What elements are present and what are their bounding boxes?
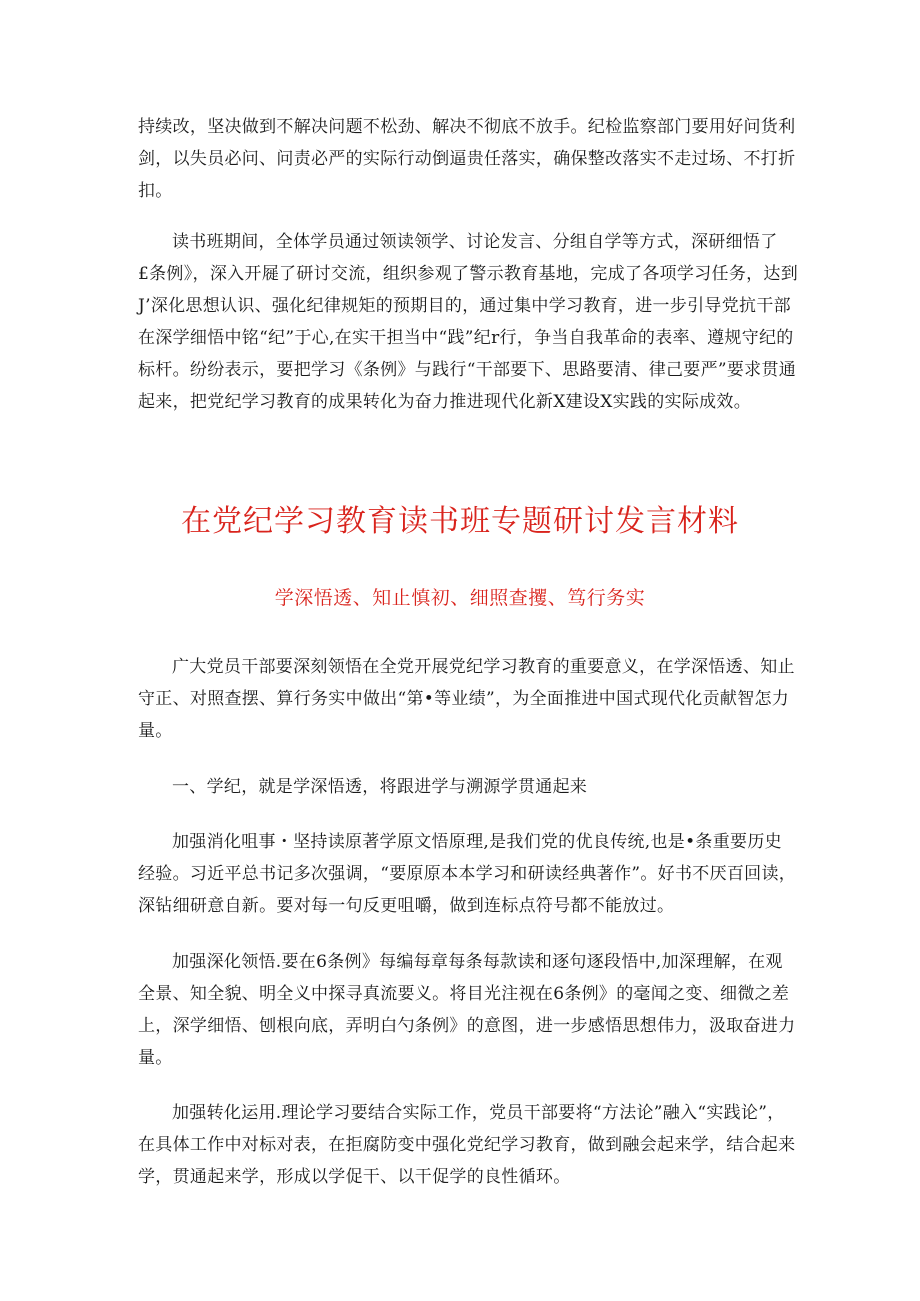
document-subtitle: 学深悟透、知止慎初、细照查攫、笃行务实 xyxy=(274,587,646,609)
paragraph-intro: 广大党员干部要深刻领悟在全党开展党纪学习教育的重要意义，在学深悟透、知止守正、对照查摆、算行务实中做出“第•等业绩”，为全面推进中国式现代化贡献智怎力量。 xyxy=(138,657,795,741)
paragraph-reading-class: 读书班期间，全体学员通过领读领学、讨论发言、分组自学等方式，深研细悟了£条例》，深入开屣了研讨交流，组织参观了警示教育基地，完成了各项学习任务，达到J’深化思想认识、强化纪律规矩的预期目的，通过集中学习教育，进一步引导党抗干部在深学细悟中铭“纪”于心,在实干担当中“践”纪r行，争当自我革命的表率、遵规守纪的标杆。纷纷表示，要把学习《条例》与践行“干部要下、思路要清、律己要严”要求贯通起来，把党纪学习教育的成果转化为奋力推进现代化新X建设X实践的实际成效。 xyxy=(138,232,799,412)
paragraph-digest: 加强消化咀事・坚持读原著学原文悟原理,是我们党的优良传统,也是•条重要历史经验。习近平总书记多次强调，“要原原本本学习和研读经典著作”。好书不厌百回读，深钻细研意自新。要对每一句反更咀嚼，做到连标点符号都不能放过。 xyxy=(138,832,797,916)
paragraph-understand: 加强深化领悟.要在6条例》每编每章每条每款读和逐句逐段悟中,加深理解，在观全景、知全貌、明全义中探寻真流要义。将目光注视在6条例》的毫闻之变、细微之差上，深学细悟、刨根向底，弄明白勺条例》的意图，进一步感悟思想伟力，汲取奋进力量。 xyxy=(138,952,796,1068)
section-heading-one: 一、学纪，就是学深悟透，将跟进学与溯源学贯通起来 xyxy=(172,777,588,797)
paragraph-continuation: 持续改，坚决做到不解决问题不松劲、解决不彻底不放手。纪检监察部门要用好问货利剑，以失员必问、问责必严的实际行动倒逼贵任落实，确保整改落实不走过场、不打折扣。 xyxy=(138,117,796,201)
paragraph-apply: 加强转化运用.理论学习要结合实际工作，党员干部要将“方法论”融入“实践论”，在具体工作中对标对表，在拒腐防变中强化党纪学习教育，做到融会起来学，结合起来学，贯通起来学，形成以学促干、以干促学的良性循环。 xyxy=(138,1103,796,1187)
document-title: 在党纪学习教育读书班专题研讨发言材料 xyxy=(181,504,739,539)
